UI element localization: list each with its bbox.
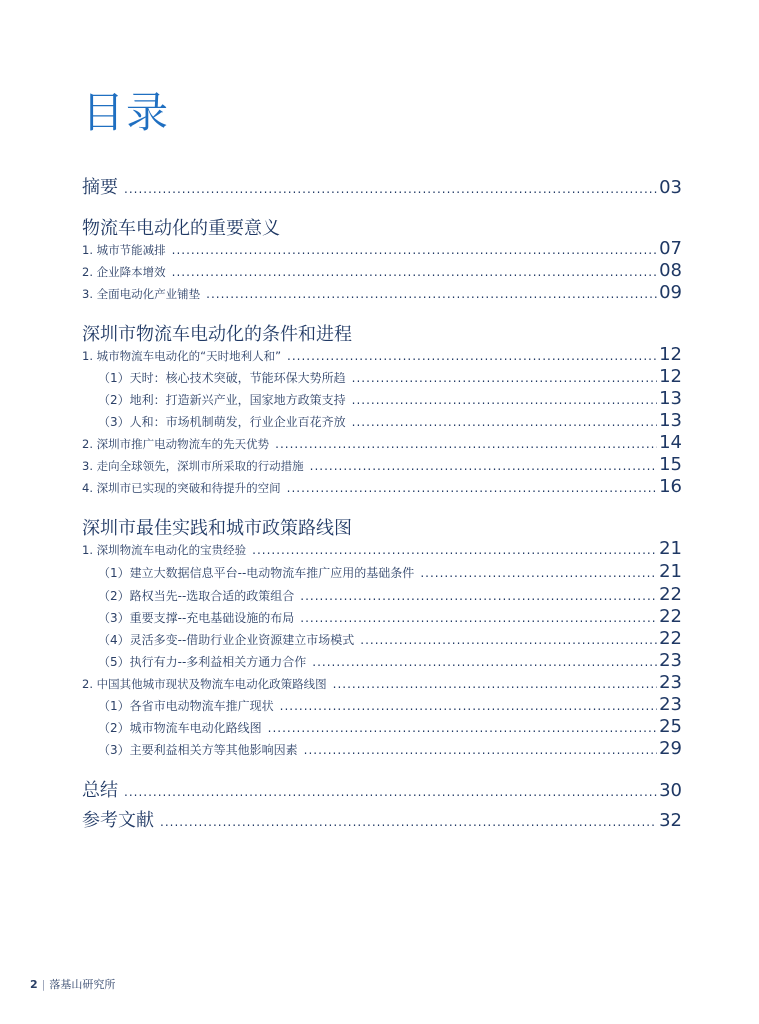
toc-entry-label: 2. 中国其他城市现状及物流车电动化政策路线图 [82, 677, 327, 691]
toc-page-number: 21 [659, 538, 682, 559]
page-footer [30, 976, 115, 992]
toc-entry[interactable] [82, 672, 682, 693]
toc-entry[interactable] [82, 410, 682, 431]
toc-page-number: 21 [659, 561, 682, 582]
toc-entry-label: 总结 [82, 780, 118, 801]
toc-entry[interactable] [82, 238, 682, 259]
toc-entry-label: （1）天时：核心技术突破，节能环保大势所趋 [98, 371, 346, 385]
leader-dots [160, 815, 657, 829]
toc-page-number: 23 [659, 672, 682, 693]
toc-entry-label: （1）建立大数据信息平台--电动物流车推广应用的基础条件 [98, 566, 415, 580]
leader-dots [310, 459, 657, 473]
toc-entry[interactable] [82, 366, 682, 387]
toc-entry-label: 3. 走向全球领先，深圳市所采取的行动措施 [82, 459, 304, 473]
toc-entry-label: （2）城市物流车电动化路线图 [98, 721, 262, 735]
toc-entry-label: 1. 城市节能减排 [82, 243, 166, 257]
toc-page-number: 30 [659, 780, 682, 801]
toc-entry[interactable] [82, 476, 682, 497]
toc-entry[interactable] [82, 538, 682, 559]
toc-entry[interactable] [82, 260, 682, 281]
toc-entry-label: （3）主要利益相关方等其他影响因素 [98, 743, 298, 757]
toc-entry[interactable] [82, 344, 682, 365]
toc-page-number: 14 [659, 432, 682, 453]
toc-page-number: 22 [659, 628, 682, 649]
toc-entry-label: （3）重要支撑--充电基础设施的布局 [98, 611, 295, 625]
footer-organization: 落基山研究所 [49, 978, 116, 991]
section-heading: 深圳市最佳实践和城市政策路线图 [82, 518, 352, 539]
leader-dots [300, 611, 657, 625]
leader-dots [352, 393, 657, 407]
leader-dots [312, 655, 657, 669]
leader-dots [252, 543, 657, 557]
toc-entry[interactable] [82, 606, 682, 627]
toc-entry-label: （2）路权当先--选取合适的政策组合 [98, 589, 295, 603]
toc-entry[interactable] [82, 716, 682, 737]
leader-dots [300, 589, 657, 603]
leader-dots [124, 785, 657, 799]
toc-entry-label: （4）灵活多变--借助行业企业资源建立市场模式 [98, 633, 355, 647]
leader-dots [172, 243, 657, 257]
toc-page-number: 08 [659, 260, 682, 281]
page-title: 目录 [82, 88, 171, 137]
toc-entry[interactable] [82, 694, 682, 715]
toc-entry-label: 3. 全面电动化产业铺垫 [82, 287, 201, 301]
leader-dots [360, 633, 657, 647]
toc-entry-label: 1. 城市物流车电动化的“天时地利人和” [82, 349, 282, 363]
toc-entry[interactable] [82, 432, 682, 453]
leader-dots [124, 182, 657, 196]
toc-page-number: 12 [659, 366, 682, 387]
toc-entry-references[interactable] [82, 806, 682, 832]
toc-page-number: 03 [659, 177, 682, 198]
leader-dots [420, 566, 657, 580]
toc-entry[interactable] [82, 650, 682, 671]
toc-entry-label: 摘要 [82, 177, 118, 198]
toc-entry[interactable] [82, 388, 682, 409]
leader-dots [268, 721, 657, 735]
toc-page-number: 22 [659, 606, 682, 627]
leader-dots [333, 677, 657, 691]
leader-dots [287, 481, 657, 495]
toc-entry-label: 2. 企业降本增效 [82, 265, 166, 279]
footer-divider: | [41, 978, 46, 991]
toc-entry-summary[interactable] [82, 173, 682, 199]
toc-entry-label: （1）各省市电动物流车推广现状 [98, 699, 274, 713]
toc-entry[interactable] [82, 738, 682, 759]
leader-dots [304, 743, 657, 757]
toc-page-number: 13 [659, 410, 682, 431]
section-heading: 物流车电动化的重要意义 [82, 218, 280, 239]
toc-page-number: 23 [659, 650, 682, 671]
toc-entry-label: 1. 深圳物流车电动化的宝贵经验 [82, 543, 247, 557]
leader-dots [287, 349, 657, 363]
leader-dots [280, 699, 657, 713]
toc-page-number: 25 [659, 716, 682, 737]
leader-dots [275, 437, 657, 451]
toc-page-number: 12 [659, 344, 682, 365]
toc-page-number: 15 [659, 454, 682, 475]
leader-dots [172, 265, 657, 279]
toc-page-number: 07 [659, 238, 682, 259]
toc-entry[interactable] [82, 282, 682, 303]
toc-page-number: 13 [659, 388, 682, 409]
toc-page-number: 23 [659, 694, 682, 715]
toc-page-number: 22 [659, 584, 682, 605]
toc-page-number: 32 [659, 810, 682, 831]
toc-entry-label: （2）地利：打造新兴产业，国家地方政策支持 [98, 393, 346, 407]
toc-entry[interactable] [82, 454, 682, 475]
toc-page-number: 09 [659, 282, 682, 303]
footer-page-number: 2 [30, 978, 38, 991]
toc-entry[interactable] [82, 584, 682, 605]
toc-entry[interactable] [82, 628, 682, 649]
toc-entry-label: 4. 深圳市已实现的突破和待提升的空间 [82, 481, 281, 495]
toc-page-number: 29 [659, 738, 682, 759]
toc-entry[interactable] [82, 561, 682, 582]
toc-entry-label: 参考文献 [82, 810, 154, 831]
toc-entry-label: （5）执行有力--多利益相关方通力合作 [98, 655, 307, 669]
leader-dots [352, 371, 657, 385]
leader-dots [206, 287, 657, 301]
toc-entry-label: （3）人和：市场机制萌发，行业企业百花齐放 [98, 415, 346, 429]
section-heading: 深圳市物流车电动化的条件和进程 [82, 324, 352, 345]
toc-page-number: 16 [659, 476, 682, 497]
toc-entry-label: 2. 深圳市推广电动物流车的先天优势 [82, 437, 270, 451]
leader-dots [352, 415, 657, 429]
toc-entry-conclusion[interactable] [82, 776, 682, 802]
